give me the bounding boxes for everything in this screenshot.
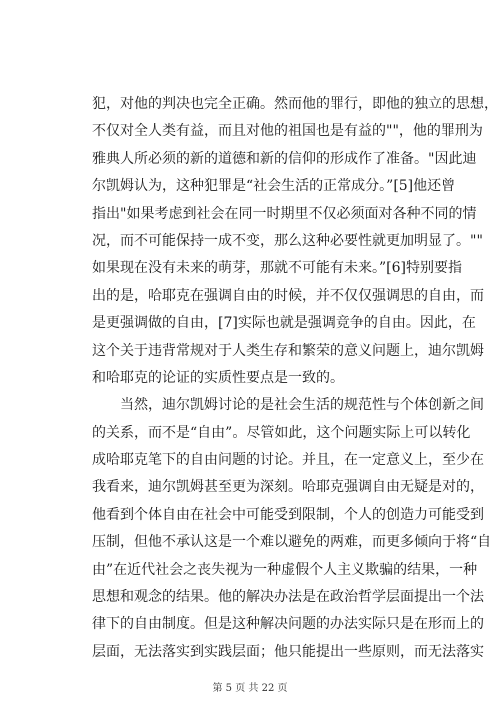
text-line: 律下的自由制度。但是这种解决问题的办法实际只是在形而上的 bbox=[92, 616, 484, 633]
text-line: 层面，无法落实到实践层面；他只能提出一些原则，而无法落实 bbox=[92, 643, 484, 660]
text-line: 况，而不可能保持一成不变，那么这种必要性就更加明显了。"" bbox=[92, 232, 483, 249]
page-footer: 第 5 页 共 22 页 bbox=[212, 683, 288, 694]
text-line: 出的是，哈耶克在强调自由的时候，并不仅仅强调思的自由，而 bbox=[92, 287, 484, 304]
text-line: 尔凯姆认为，这种犯罪是“社会生活的正常成分。”[5]他还曾 bbox=[92, 178, 456, 195]
text-line: 雅典人所必须的新的道德和新的信仰的形成作了准备。"因此迪 bbox=[92, 150, 477, 167]
text-line: 如果现在没有未来的萌芽，那就不可能有未来。”[6]特别要指 bbox=[92, 260, 462, 277]
text-line: 我看来，迪尔凯姆甚至更为深刻。哈耶克强调自由无疑是对的， bbox=[92, 479, 484, 496]
text-line: 的关系，而不是“自由”。尽管如此，这个问题实际上可以转化 bbox=[92, 424, 471, 441]
text-line: 压制，但他不承认这是一个难以避免的两难，而更多倾向于将“自 bbox=[92, 534, 492, 551]
text-line: 当然，迪尔凯姆讨论的是社会生活的规范性与个体创新之间 bbox=[120, 397, 484, 414]
text-line: 成哈耶克笔下的自由问题的讨论。并且，在一定意义上，至少在 bbox=[92, 452, 484, 469]
text-line: 和哈耶克的论证的实质性要点是一致的。 bbox=[92, 369, 344, 386]
text-line: 指出"如果考虑到社会在同一时期里不仅必须面对各种不同的情 bbox=[92, 205, 477, 222]
text-line: 犯，对他的判决也完全正确。然而他的罪行，即他的独立的思想， bbox=[92, 96, 498, 112]
body-text bbox=[92, 91, 498, 666]
text-line: 这个关于违背常规对于人类生存和繁荣的意义问题上，迪尔凯姆 bbox=[92, 342, 484, 359]
text-line: 不仅对全人类有益，而且对他的祖国也是有益的""，他的罪刑为 bbox=[92, 123, 483, 140]
text-line: 他看到个体自由在社会中可能受到限制，个人的创造力可能受到 bbox=[92, 506, 484, 523]
text-line: 是更强调做的自由，[7]实际也就是强调竞争的自由。因此，在 bbox=[92, 315, 476, 332]
text-line: 由”在近代社会之丧失视为一种虚假个人主义欺骗的结果，一种 bbox=[92, 561, 478, 578]
text-line: 思想和观念的结果。他的解决办法是在政治哲学层面提出一个法 bbox=[92, 589, 484, 606]
